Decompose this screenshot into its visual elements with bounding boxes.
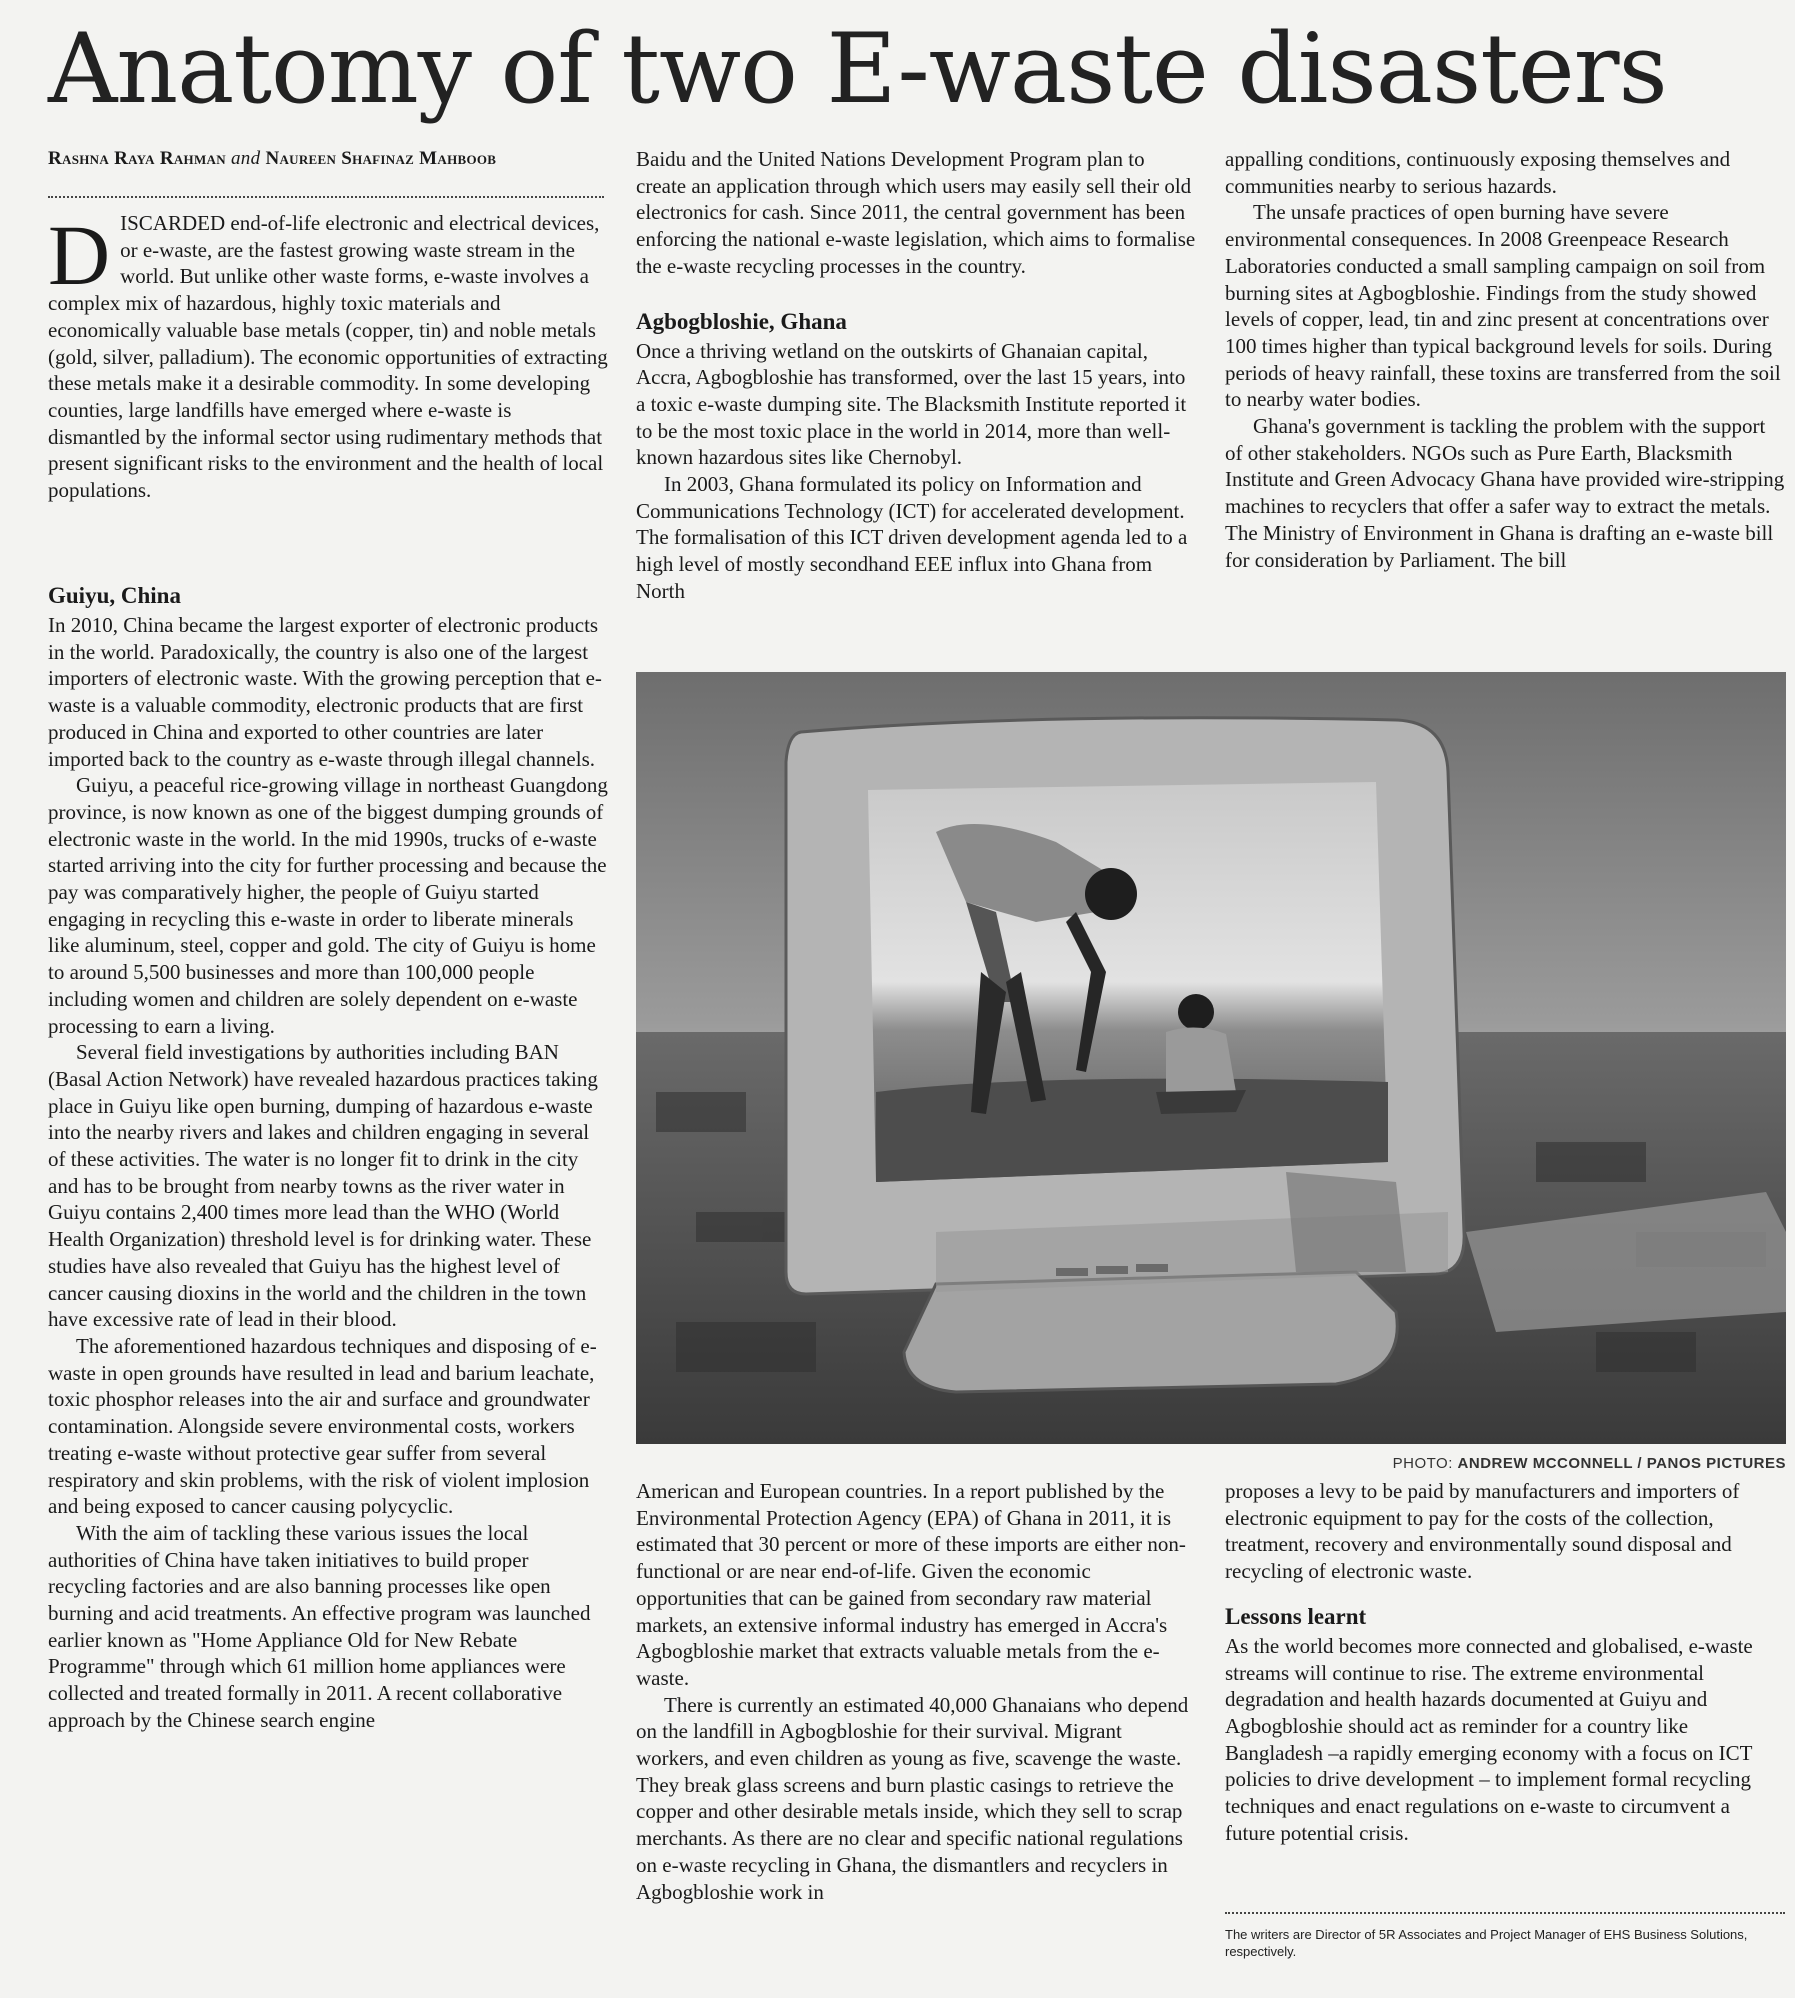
guiyu-paragraph-1: In 2010, China became the largest exporter of electronic products in the world. Paradoxically, the country is also one of the largest importers of electronic waste. With the growing perception that e-waste is a valuable commodity, electronic products that are first produced in China and exported to other countries are later imported back to the country as e-waste through illegal channels. bbox=[48, 613, 602, 771]
author-footnote: The writers are Director of 5R Associates and Project Manager of EHS Business Solutions, respectively. bbox=[1225, 1927, 1748, 1959]
guiyu-paragraph-6: Baidu and the United Nations Development Program plan to create an application through which users may easily sell their old electronics for cash. Since 2011, the central government has been enforcing the national e-waste legislation, which aims to formalise the e-waste recycling processes in the country. bbox=[636, 147, 1196, 278]
photo-illustration bbox=[636, 672, 1786, 1444]
byline-rule bbox=[48, 196, 604, 198]
photo-credit-label: PHOTO: bbox=[1392, 1455, 1453, 1472]
author-join: and bbox=[230, 148, 261, 169]
intro-paragraph: ISCARDED end-of-life electronic and electrical devices, or e-waste, are the fastest growing waste stream in the world. But unlike other waste forms, e-waste involves a complex mix of hazardous, highly toxic materials and economically valuable base metals (copper, tin) and noble metals (gold, silver, palladium). The economic opportunities of extracting these metals make it a desirable commodity. In some developing counties, large landfills have emerged where e-waste is dismantled by the informal sector using rudimentary methods that present significant risks to the environment and the health of local populations. bbox=[48, 211, 608, 503]
drop-cap: D bbox=[48, 207, 111, 303]
ghana-paragraph-5: appalling conditions, continuously exposing themselves and communities nearby to serious hazards. bbox=[1225, 147, 1731, 198]
byline bbox=[48, 148, 604, 170]
ghana-paragraph-3: American and European countries. In a report published by the Environmental Protection Agency (EPA) of Ghana in 2011, it is estimated that 30 percent or more of these imports are either non-functional or are near end-of-life. Given the economic opportunities that can be gained from secondary raw material markets, an extensive informal industry has emerged in Accra's Agbogbloshie market that extracts valuable metals from the e-waste. bbox=[636, 1479, 1186, 1690]
guiyu-heading: Guiyu, China bbox=[48, 583, 181, 608]
ghana-paragraph-7: Ghana's government is tackling the problem with the support of other stakeholders. NGOs such as Pure Earth, Blacksmith Institute and Green Advocacy Ghana have provided wire-stripping machines to recyclers that offer a safer way to extract the metals. The Ministry of Environment in Ghana is drafting an e-waste bill for consideration by Parliament. The bill bbox=[1225, 414, 1785, 572]
guiyu-paragraph-4: The aforementioned hazardous techniques and disposing of e-waste in open grounds have resulted in lead and barium leachate, toxic phosphor releases into the air and surface and groundwater contamination. Alongside severe environmental costs, workers treating e-waste without protective gear suffer from several respiratory and skin problems, with the risk of violent implosion and being exposed to cancer causing polycyclic. bbox=[48, 1333, 597, 1519]
ghana-paragraph-2: In 2003, Ghana formulated its policy on Information and Communications Technology (ICT) for accelerated development. The formalisation of this ICT driven development agenda led to a high level of mostly secondhand EEE influx into Ghana from North bbox=[636, 472, 1188, 603]
footnote-rule bbox=[1225, 1912, 1785, 1914]
intro-column bbox=[48, 207, 608, 504]
middle-column-bottom bbox=[636, 1478, 1196, 1905]
guiyu-paragraph-5: With the aim of tackling these various issues the local authorities of China have taken initiatives to build proper recycling factories and are also banning processes like open burning and acid treatments. An effective program was launched earlier known as "Home Appliance Old for New Rebate Programme" through which 61 million home appliances were collected and treated formally in 2011. A recent collaborative approach by the Chinese search engine bbox=[48, 1520, 591, 1732]
author-2: Naureen Shafinaz Mahboob bbox=[265, 148, 497, 169]
author-1: Rashna Raya Rahman bbox=[48, 148, 226, 169]
headline: Anatomy of two E-waste disasters bbox=[48, 13, 1667, 125]
right-column-bottom bbox=[1225, 1478, 1785, 1846]
guiyu-paragraph-3: Several field investigations by authorities including BAN (Basal Action Network) have revealed hazardous practices taking place in Guiyu like open burning, dumping of hazardous e-waste into the nearby rivers and lakes and children engaging in several of these activities. The water is no longer fit to drink in the city and has to be brought from nearby towns as the river water in Guiyu contains 2,400 times more lead than the WHO (World Health Organization) threshold level is for drinking water. These studies have also revealed that Guiyu has the highest level of cancer causing dioxins in the world and the children in the town have excessive rate of lead in their blood. bbox=[48, 1040, 598, 1332]
ghana-heading: Agbogbloshie, Ghana bbox=[636, 308, 847, 334]
ghana-paragraph-6: The unsafe practices of open burning have severe environmental consequences. In 2008 Greenpeace Research Laboratories conducted a small sampling campaign on soil from burning sites at Agbogbloshie. Findings from the study showed levels of copper, lead, tin and zinc present at concentrations over 100 times higher than typical background levels for soils. During periods of heavy rainfall, these toxins are transferred from the soil to nearby water bodies. bbox=[1225, 200, 1781, 412]
ghana-paragraph-1: Once a thriving wetland on the outskirts of Ghanaian capital, Accra, Agbogbloshie has transformed, over the last 15 years, into a toxic e-waste dumping site. The Blacksmith Institute reported it to be the most toxic place in the world in 2014, more than well-known hazardous sites like Chernobyl. bbox=[636, 338, 1187, 470]
article-photo bbox=[636, 672, 1786, 1444]
ghana-paragraph-4: There is currently an estimated 40,000 Ghanaians who depend on the landfill in Agbogbloshie for their survival. Migrant workers, and even children as young as five, scavenge the waste. They break glass screens and burn plastic casings to retrieve the copper and other desirable metals inside, which they sell to scrap merchants. As there are no clear and specific national regulations on e-waste recycling in Ghana, the dismantlers and recyclers in Agbogbloshie work in bbox=[636, 1692, 1189, 1904]
guiyu-paragraph-2: Guiyu, a peaceful rice-growing village in northeast Guangdong province, is now known as one of the biggest dumping grounds of electronic waste in the world. In the mid 1990s, trucks of e-waste started arriving into the city for further processing and because the pay was comparatively higher, the people of Guiyu started engaging in recycling this e-waste in order to liberate minerals like aluminum, steel, copper and gold. The city of Guiyu is home to around 5,500 businesses and more than 100,000 people including women and children are solely dependent on e-waste processing to earn a living. bbox=[48, 773, 608, 1038]
guiyu-column bbox=[48, 580, 608, 1734]
right-column-top bbox=[1225, 146, 1785, 573]
middle-column-top bbox=[636, 146, 1196, 605]
photo-credit bbox=[636, 1455, 1786, 1472]
ghana-paragraph-8: proposes a levy to be paid by manufacturers and importers of electronic equipment to pay for the costs of the collection, treatment, recovery and environmentally sound disposal and recycling of electronic waste. bbox=[1225, 1479, 1740, 1584]
lessons-heading: Lessons learnt bbox=[1225, 1603, 1367, 1629]
lessons-paragraph-1: As the world becomes more connected and globalised, e-waste streams will continue to rise. The extreme environmental degradation and health hazards documented at Guiyu and Agbogbloshie should act as reminder for a country like Bangladesh –a rapidly emerging economy with a focus on ICT policies to drive development – to implement formal recycling techniques and enact regulations on e-waste to circumvent a future potential crisis. bbox=[1225, 1633, 1753, 1845]
photo-credit-name: ANDREW MCCONNELL / PANOS PICTURES bbox=[1457, 1455, 1786, 1472]
